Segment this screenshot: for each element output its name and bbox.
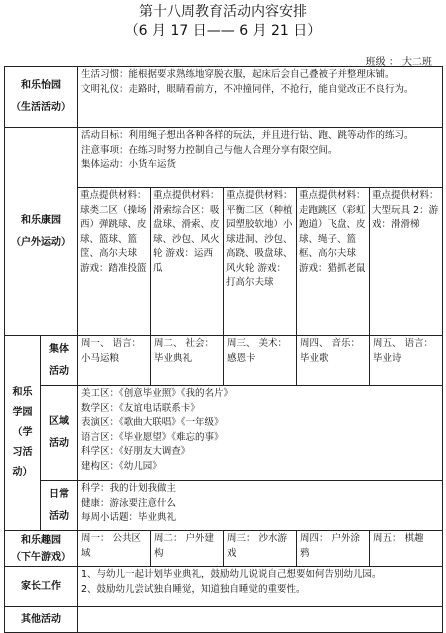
- row-study-group: [5, 336, 443, 386]
- sublabel-area-2: 活动: [49, 438, 69, 449]
- class-label: 班级 ： 大二班: [365, 57, 432, 68]
- study-day-cell: 周一、 语言：小马运粮: [78, 336, 151, 386]
- row-label-study: [5, 336, 41, 531]
- sport-area-cell: 重点提供材料：大型玩具 2：游戏：滑滑梯: [370, 188, 443, 336]
- study-area-line: 表演区：《歌曲大联唱》《一年级》: [81, 417, 224, 428]
- sport-group: 集体运动：小货车运货: [81, 159, 177, 170]
- row-label-study-5: 动）: [12, 467, 33, 478]
- study-area-line: 建构区：《幼儿园》: [81, 460, 162, 472]
- row-parent: [5, 567, 443, 607]
- study-daily-line: 健康：游泳要注意什么: [81, 497, 177, 509]
- fun-day-cell: 周五： 棋趣: [370, 531, 443, 567]
- sport-goal: 活动目标：利用绳子想出各种各样的玩法，并且进行钻、跑、跳等动作的练习。: [81, 130, 414, 141]
- row-label-study-2: 学园: [12, 407, 33, 418]
- row-life: [5, 67, 443, 128]
- row-label-sport: [5, 128, 78, 336]
- study-area-line: 语言区：《毕业愿望》《难忘的事》: [81, 431, 224, 443]
- sublabel-group: [41, 336, 78, 386]
- sport-area-cell: 重点提供材料：走跑跳区（彩虹跑道）飞盘、皮球、绳子、篮框、高尔夫球 游戏：猎抓老鼠: [297, 188, 370, 336]
- row-label-study-3: （学: [12, 427, 33, 438]
- life-line: 生活习惯：能根据要求熟练地穿脱衣服，起床后会自己叠被子并整理床铺。: [81, 69, 395, 80]
- sublabel-area: [41, 386, 78, 481]
- row-label-study-4: 习活: [12, 447, 33, 458]
- row-label-fun-1: 和乐趣园: [21, 534, 61, 546]
- fun-day-cell: 周四： 户外涂鸦: [297, 531, 370, 567]
- row-label-fun: [5, 531, 78, 567]
- sublabel-group-2: 活动: [49, 365, 69, 377]
- fun-day-cell: 周一： 公共区域: [78, 531, 151, 567]
- row-sport-goals: [5, 128, 443, 188]
- fun-day-cell: 周三： 沙水游戏: [224, 531, 297, 567]
- sport-area-cell: 重点提供材料：球类二区（操场西）弹跳球、皮球、篮球、篮筐、高尔夫球 游戏：踏准投篮: [78, 188, 151, 336]
- page-title: 第十八周教育活动内容安排: [139, 4, 307, 20]
- study-area-line: 美工区：《创意毕业照》《我的名片》: [81, 388, 234, 399]
- sport-area-cell: 重点提供材料：平衡二区（种植园塑胶软地）小球进洞、沙包、高跷、吸盘球、风火轮 游戏：打高尔夫球: [224, 188, 297, 336]
- parent-content: [78, 567, 443, 607]
- life-content: [78, 67, 443, 128]
- sublabel-group-1: 集体: [49, 343, 69, 355]
- sport-area-cell: 重点提供材料：滑索综合区：吸盘球、滑索、皮球、沙包、风火轮 游戏：运西瓜: [151, 188, 224, 336]
- date-range: （6 月 17 日—— 6 月 21 日）: [124, 23, 322, 39]
- study-day-cell: 周三、 美术：感恩卡: [224, 336, 297, 386]
- study-day-cell: 周五、 语言：毕业诗: [370, 336, 443, 386]
- other-content: [78, 607, 443, 633]
- sport-note: 注意事项：在练习时努力控制自己与他人合理分享有限空间。: [81, 144, 338, 156]
- row-fun: [5, 531, 443, 567]
- row-label-life-1: 和乐怡园: [21, 80, 61, 91]
- parent-line: 2、鼓励幼儿尝试独自睡觉，知道独自睡觉的重要性。: [81, 583, 306, 595]
- fun-day-cell: 周二： 户外建构: [151, 531, 224, 567]
- row-label-life-2: （生活活动）: [11, 102, 71, 113]
- row-label-study-1: 和乐: [12, 387, 33, 398]
- row-label-life: [5, 67, 78, 128]
- row-study-area: [5, 386, 443, 481]
- row-label-sport-1: 和乐康园: [21, 214, 61, 226]
- row-label-other: 其他活动: [5, 607, 78, 633]
- row-other: [5, 607, 443, 633]
- sublabel-daily: [41, 481, 78, 531]
- row-label-fun-2: （下午游戏）: [11, 551, 71, 563]
- study-daily-line: 每周小话题：毕业典礼: [81, 512, 177, 523]
- sport-goals: [78, 128, 443, 188]
- sublabel-daily-1: 日常: [49, 488, 69, 500]
- sublabel-area-1: 区域: [49, 416, 69, 427]
- study-day-cell: 周四、 音乐：毕业歌: [297, 336, 370, 386]
- row-study-daily: [5, 481, 443, 531]
- sublabel-daily-2: 活动: [49, 510, 69, 522]
- study-area-line: 科学区：《好朋友大调查》: [81, 446, 191, 457]
- study-daily: [78, 481, 443, 531]
- row-label-parent: 家长工作: [5, 567, 78, 607]
- study-area-line: 数学区：《友谊电话联系卡》: [81, 402, 200, 414]
- parent-line: 1、与幼儿一起计划毕业典礼，鼓励幼儿说说自己想要如何告别幼儿园。: [81, 569, 382, 580]
- study-daily-line: 科学：我的计划我做主: [81, 483, 177, 494]
- row-label-sport-2: （户外运动）: [11, 236, 71, 248]
- study-day-cell: 周二、 社会：毕业典礼: [151, 336, 224, 386]
- study-areas: [78, 386, 443, 481]
- life-line: 文明礼仪：走路时，眼睛看前方，不冲撞同伴，不抢行，能自觉改正不良行为。: [81, 83, 414, 95]
- schedule-table: [4, 66, 443, 633]
